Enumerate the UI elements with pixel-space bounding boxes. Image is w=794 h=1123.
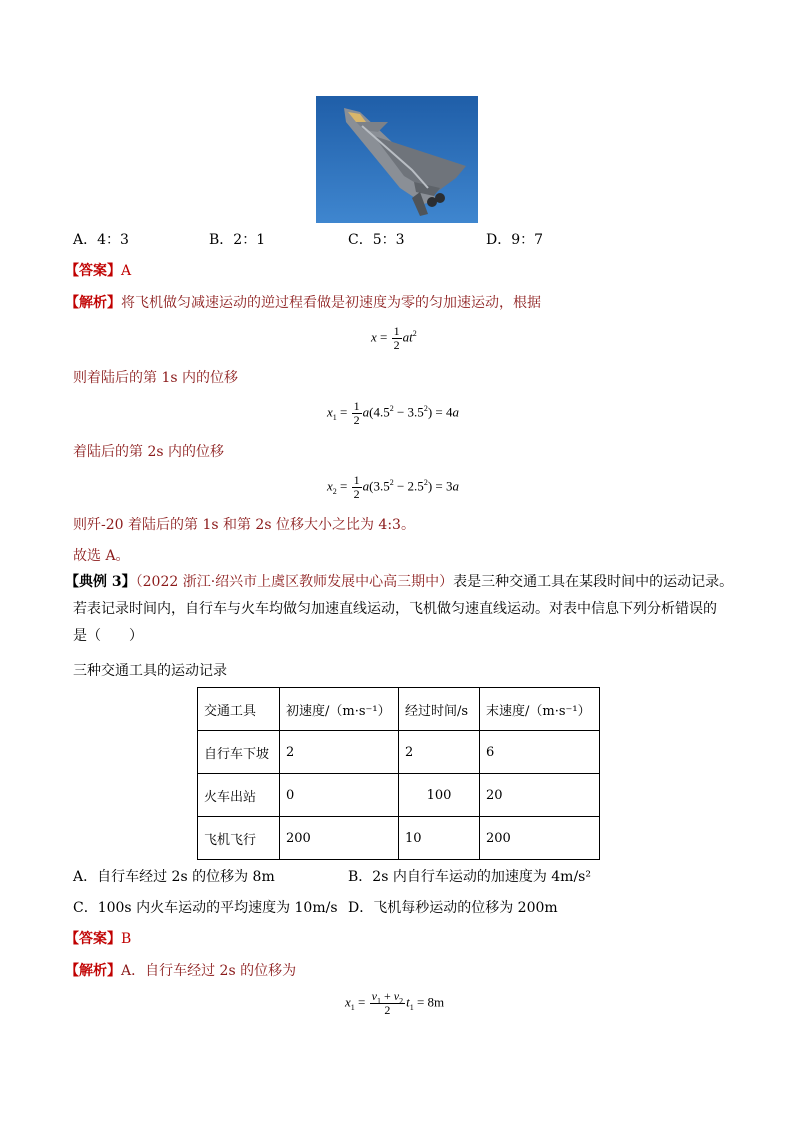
equation-bike-displacement: $x_1$ = $\frac{v_1 + v_2}{2}$ $t_1 = 8m$ (345, 989, 445, 1017)
example-3-line3: 是（ ） (73, 628, 143, 644)
q3-option-a: A．自行车经过 2s 的位移为 8m (73, 869, 275, 885)
analysis-tag: 【解析】 (65, 295, 121, 311)
table-header: 交通工具 (198, 688, 280, 731)
table-cell: 自行车下坡 (198, 731, 280, 774)
q2-option-d: D．9：7 (486, 232, 544, 248)
answer-value: B (121, 931, 132, 947)
analysis-2-intro (65, 962, 296, 980)
table-row (198, 774, 600, 817)
table-cell: 200 (480, 817, 600, 860)
example-line1: 表是三种交通工具在某段时间中的运动记录。 (453, 574, 734, 590)
example-tag: 【典例 3】 (65, 574, 136, 590)
table-header: 末速度/（m·s⁻¹） (480, 688, 600, 731)
answer-2 (65, 930, 131, 948)
analysis-1-intro (65, 294, 541, 312)
answer-tag: 【答案】 (65, 263, 121, 279)
equation-x1: $x_1$ = $\frac{1}{2}$ $a(4.5^2 - 3.5^2) = 4a$ (327, 399, 459, 427)
motion-record-table (197, 687, 600, 860)
analysis-tag: 【解析】 (65, 963, 121, 979)
table-cell: 2 (399, 731, 480, 774)
table-header: 初速度/（m·s⁻¹） (280, 688, 399, 731)
q2-option-b: B．2：1 (209, 232, 266, 248)
table-cell: 飞机飞行 (198, 817, 280, 860)
jet-photo (316, 96, 478, 223)
table-header: 经过时间/s (399, 688, 480, 731)
example-3-line1 (65, 573, 733, 591)
table-cell: 100 (399, 774, 480, 817)
q2-option-a: A．4：3 (73, 232, 129, 248)
example-3-line2: 若表记录时间内，自行车与火车均做匀加速直线运动，飞机做匀速直线运动。对表中信息下列分析错误的 (73, 601, 717, 617)
fighter-jet-icon (316, 96, 478, 223)
table-header-row (198, 688, 600, 731)
table-cell: 0 (280, 774, 399, 817)
table-cell: 6 (480, 731, 600, 774)
example-source: （2022 浙江·绍兴市上虞区教师发展中心高三期中） (135, 574, 454, 590)
q2-option-c: C．5：3 (348, 232, 405, 248)
table-cell: 20 (480, 774, 600, 817)
table-cell: 2 (280, 731, 399, 774)
table-row (198, 817, 600, 860)
answer-1 (65, 262, 131, 280)
analysis-1-line4: 则歼-20 着陆后的第 1s 和第 2s 位移大小之比为 4:3。 (73, 517, 415, 533)
q3-option-b: B．2s 内自行车运动的加速度为 4m/s² (348, 869, 591, 885)
answer-tag: 【答案】 (65, 931, 121, 947)
q3-option-d: D．飞机每秒运动的位移为 200m (348, 900, 558, 916)
analysis-1-line2: 则着陆后的第 1s 内的位移 (73, 370, 238, 386)
table-cell: 200 (280, 817, 399, 860)
table-caption: 三种交通工具的运动记录 (73, 663, 227, 679)
equation-x2: $x_2$ = $\frac{1}{2}$ $a(3.5^2 - 2.5^2) = 3a$ (327, 473, 459, 501)
table-cell: 火车出站 (198, 774, 280, 817)
analysis-text: A．自行车经过 2s 的位移为 (121, 963, 297, 979)
answer-value: A (121, 263, 132, 279)
table-cell: 10 (399, 817, 480, 860)
analysis-1-line5: 故选 A。 (73, 548, 130, 564)
analysis-1-line3: 着陆后的第 2s 内的位移 (73, 444, 224, 460)
table-row (198, 731, 600, 774)
q3-option-c: C．100s 内火车运动的平均速度为 10m/s (73, 900, 338, 916)
equation-displacement: x = $\frac{1}{2}$ $at^2$ (371, 324, 417, 352)
analysis-text: 将飞机做匀减速运动的逆过程看做是初速度为零的匀加速运动，根据 (121, 295, 541, 311)
